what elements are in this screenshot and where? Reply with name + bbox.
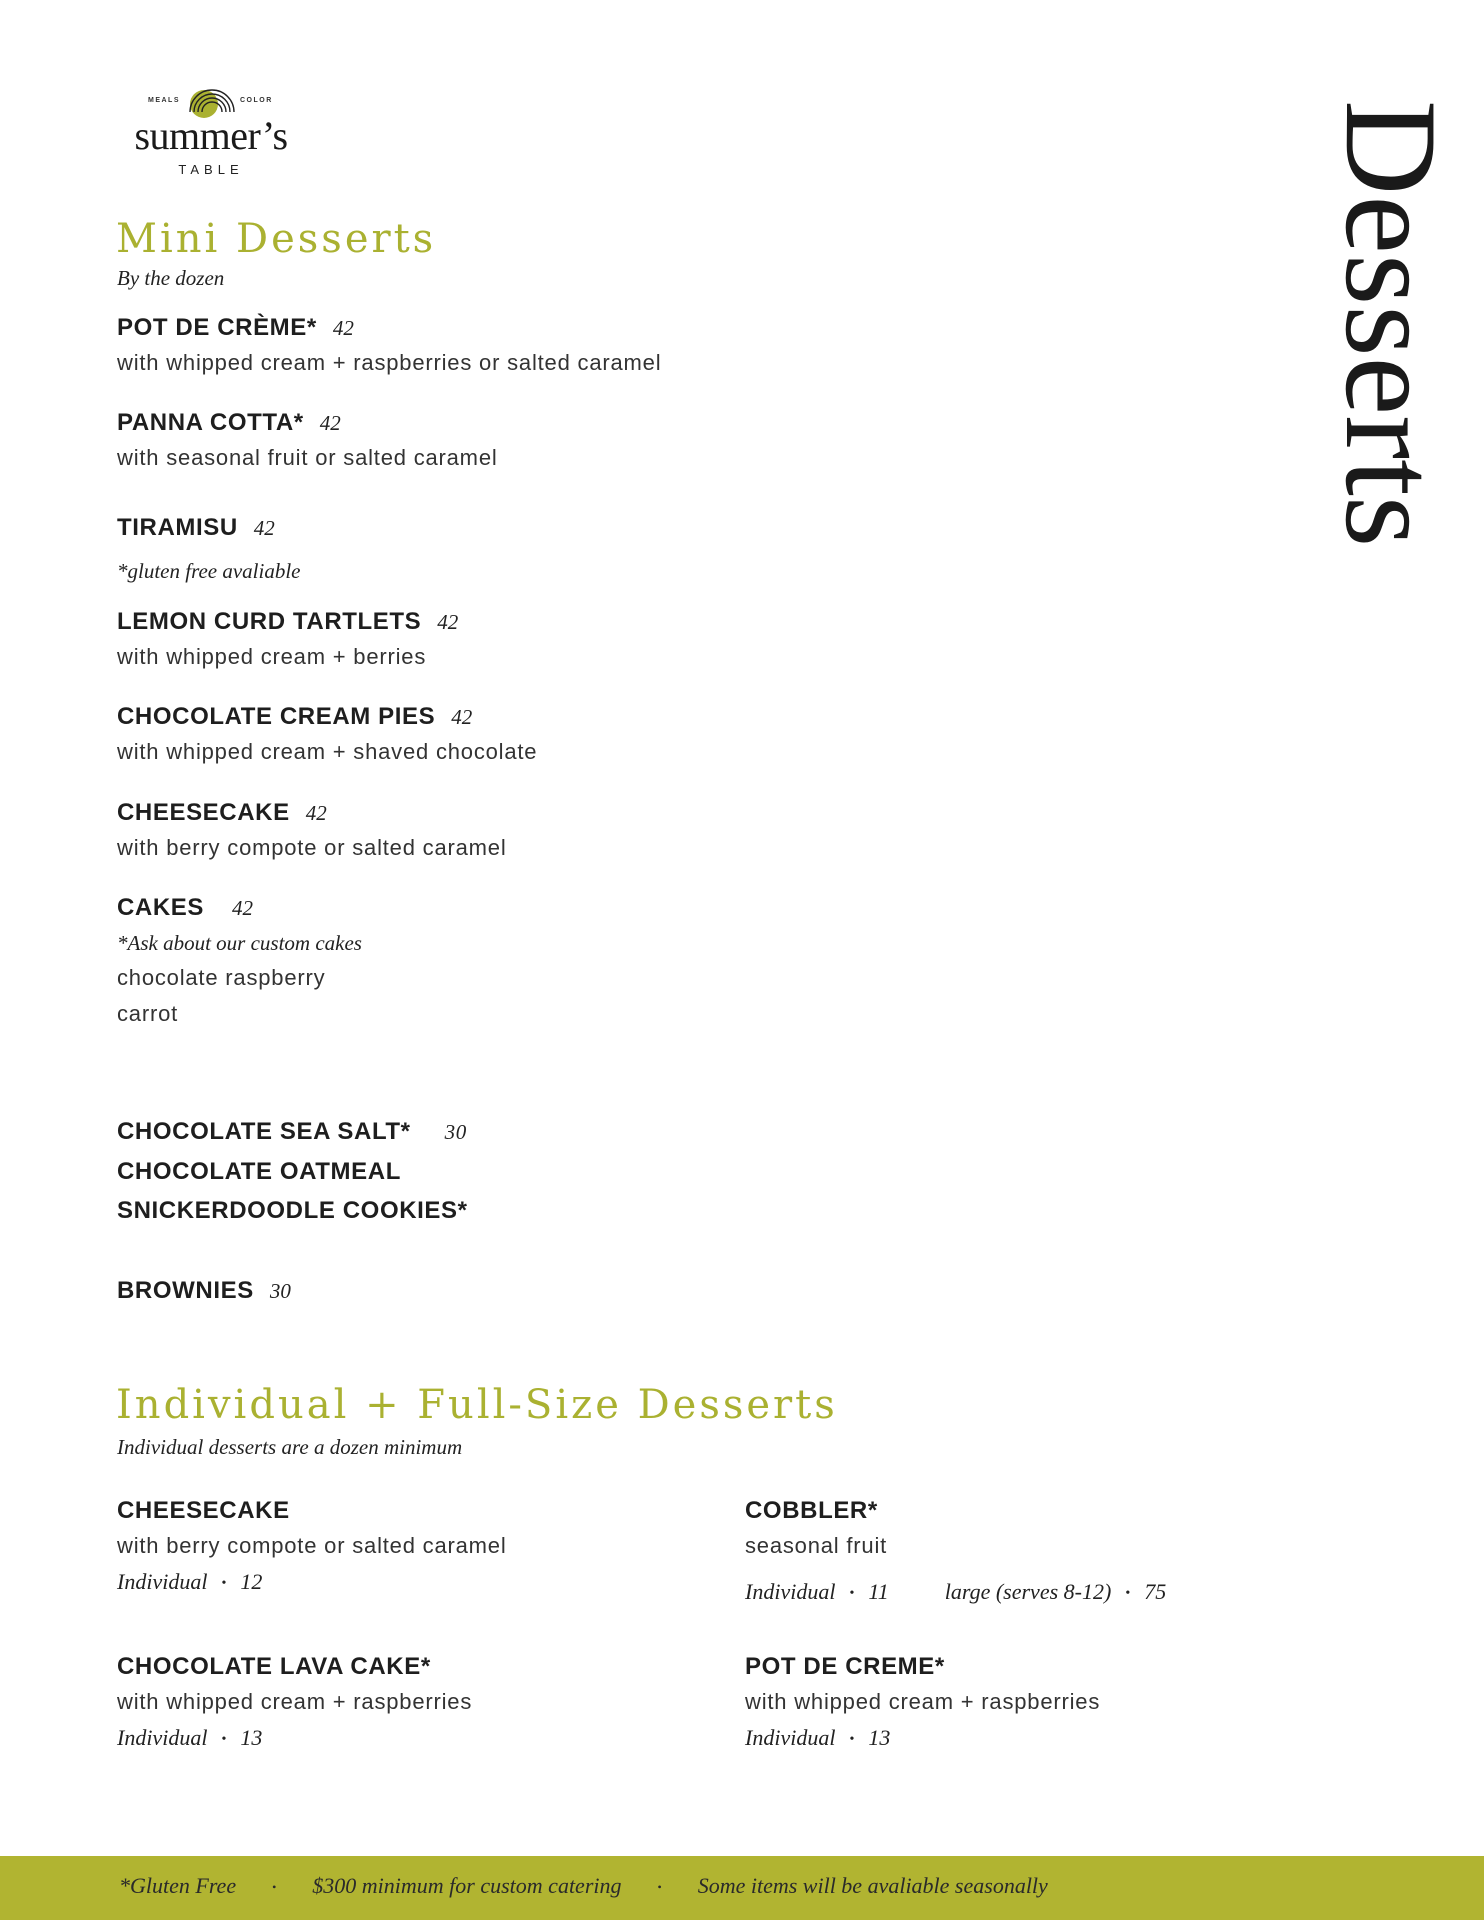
section-subtitle-mini: By the dozen — [117, 266, 225, 290]
item-name: BROWNIES — [117, 1277, 254, 1304]
size-line: Individual • 11 large (serves 8-12) • 75 — [745, 1579, 1167, 1604]
size-label: Individual — [745, 1579, 836, 1604]
menu-item — [117, 313, 661, 380]
section-title-full: Individual + Full-Size Desserts — [116, 1382, 838, 1428]
item-note: *Ask about our custom cakes — [117, 931, 362, 955]
size-line: Individual • 12 — [117, 1569, 263, 1594]
item-name: COBBLER* — [745, 1497, 878, 1524]
item-price: 30 — [444, 1120, 467, 1144]
item-price: 42 — [451, 705, 473, 729]
cake-option: chocolate raspberry — [117, 965, 326, 990]
footer-text: *Gluten Free • $300 minimum for custom catering • Some items will be avaliable seasonally — [119, 1873, 1048, 1898]
large-label: large (serves 8-12) — [944, 1579, 1112, 1604]
item-note: *gluten free avaliable — [117, 559, 301, 583]
cookie-name: CHOCOLATE SEA SALT* — [117, 1118, 411, 1145]
size-price: 11 — [868, 1579, 889, 1604]
item-price: 42 — [332, 316, 354, 340]
item-price: 42 — [232, 896, 254, 920]
cake-option: carrot — [117, 1001, 179, 1026]
size-label: Individual — [117, 1569, 208, 1594]
menu-item — [117, 1652, 472, 1757]
item-price: 42 — [319, 411, 341, 435]
size-price: 12 — [240, 1569, 263, 1594]
menu-item — [745, 1496, 1166, 1611]
item-description: with whipped cream + raspberries — [745, 1689, 1101, 1714]
menu-item — [117, 702, 537, 769]
item-price: 42 — [437, 610, 459, 634]
size-price: 13 — [868, 1725, 891, 1750]
cookie-name: CHOCOLATE OATMEAL — [117, 1158, 401, 1185]
item-price: 30 — [269, 1279, 291, 1303]
side-title: Desserts — [1318, 100, 1465, 548]
item-name: CHEESECAKE — [117, 799, 290, 826]
item-name: POT DE CRÈME* — [117, 314, 317, 341]
brand-logo — [118, 84, 304, 184]
menu-item — [117, 1276, 291, 1309]
item-description: with whipped cream + raspberries — [117, 1689, 473, 1714]
item-description: with whipped cream + raspberries or salted caramel — [117, 350, 662, 375]
logo-wordmark: summer’s — [134, 113, 288, 158]
menu-item — [117, 1496, 507, 1601]
item-name: CHEESECAKE — [117, 1497, 290, 1524]
menu-item — [117, 798, 507, 865]
item-name: CAKES — [117, 894, 205, 921]
item-name: LEMON CURD TARTLETS — [117, 608, 422, 635]
item-description: with berry compote or salted caramel — [117, 835, 507, 860]
item-name: POT DE CREME* — [745, 1653, 945, 1680]
logo-tag-left: MEALS — [148, 97, 180, 104]
item-description: with berry compote or salted caramel — [117, 1533, 507, 1558]
item-price: 42 — [253, 516, 275, 540]
item-description: with seasonal fruit or salted caramel — [117, 445, 498, 470]
large-price: 75 — [1144, 1579, 1167, 1604]
logo-tag-right: COLOR — [240, 97, 273, 104]
item-name: CHOCOLATE LAVA CAKE* — [117, 1653, 431, 1680]
size-label: Individual — [745, 1725, 836, 1750]
item-name: CHOCOLATE CREAM PIES — [117, 703, 436, 730]
logo-subtitle: TABLE — [178, 162, 244, 177]
menu-item — [117, 513, 301, 586]
cookies-group — [117, 1112, 468, 1230]
cookie-name: SNICKERDOODLE COOKIES* — [117, 1197, 468, 1224]
size-line: Individual • 13 — [117, 1725, 263, 1750]
menu-item — [117, 408, 498, 475]
item-name: PANNA COTTA* — [117, 409, 304, 436]
footer-bar — [0, 1856, 1484, 1920]
item-name: TIRAMISU — [117, 514, 238, 541]
size-line: Individual • 13 — [745, 1725, 891, 1750]
footer-note: *Gluten Free — [119, 1873, 237, 1898]
footer-note: Some items will be avaliable seasonally — [697, 1873, 1048, 1898]
size-label: Individual — [117, 1725, 208, 1750]
footer-note: $300 minimum for custom catering — [312, 1873, 622, 1898]
item-description: with whipped cream + shaved chocolate — [117, 739, 538, 764]
menu-item — [745, 1652, 1100, 1757]
menu-item — [117, 893, 362, 1032]
item-price: 42 — [305, 801, 327, 825]
menu-item — [117, 607, 458, 674]
item-description: seasonal fruit — [745, 1533, 888, 1558]
item-description: with whipped cream + berries — [117, 644, 427, 669]
section-subtitle-full: Individual desserts are a dozen minimum — [117, 1435, 463, 1459]
section-title-mini: Mini Desserts — [116, 216, 437, 262]
size-price: 13 — [240, 1725, 263, 1750]
